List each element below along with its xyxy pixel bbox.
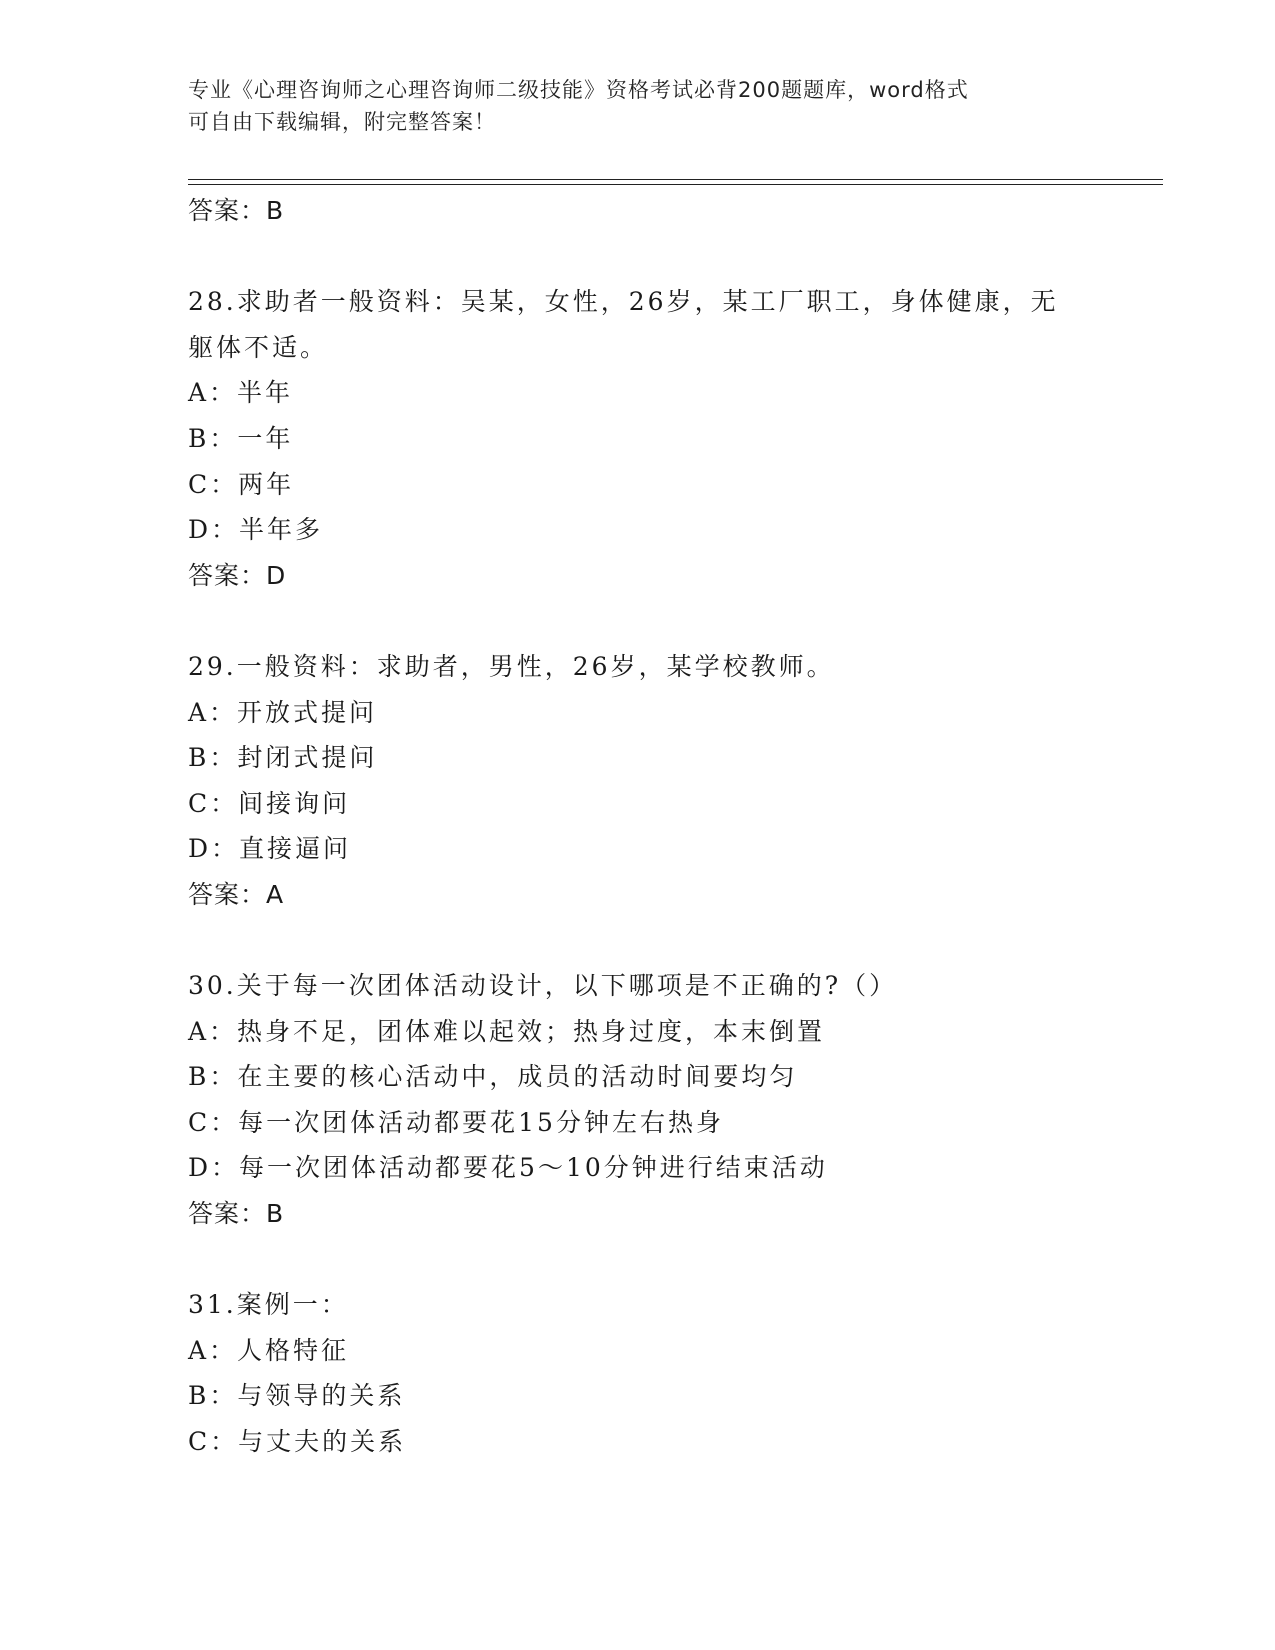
spacer: [188, 598, 1148, 644]
option-b: B：在主要的核心活动中，成员的活动时间要均匀: [188, 1062, 798, 1092]
option-a: A：半年: [188, 378, 294, 408]
option-c: C：间接询问: [188, 788, 351, 818]
option-b: B：封闭式提问: [188, 743, 378, 773]
question-stem: 躯体不适。: [188, 332, 329, 362]
answer-line: 答案：D: [188, 560, 287, 590]
option-a: A：开放式提问: [188, 697, 378, 727]
option-d: D：半年多: [188, 515, 324, 545]
page-header: [188, 74, 1088, 138]
question-stem: 28.求助者一般资料：吴某，女性，26岁，某工厂职工，身体健康，无: [188, 287, 1059, 317]
header-title-line-1: 专业《心理咨询师之心理咨询师二级技能》资格考试必背200题题库，word格式: [188, 78, 969, 102]
option-a: A：人格特征: [188, 1335, 350, 1365]
header-divider-bottom: [188, 184, 1163, 185]
option-c: C：两年: [188, 469, 295, 499]
question-stem: 31.案例一：: [188, 1290, 349, 1320]
option-b: B：与领导的关系: [188, 1381, 406, 1411]
spacer: [188, 1237, 1148, 1283]
option-d: D：直接逼问: [188, 834, 352, 864]
option-c: C：与丈夫的关系: [188, 1427, 407, 1457]
question-list: [188, 188, 1148, 1465]
option-c: C：每一次团体活动都要花15分钟左右热身: [188, 1107, 724, 1137]
answer-line: 答案：A: [188, 879, 285, 909]
header-divider-top: [188, 179, 1163, 180]
spacer: [188, 918, 1148, 964]
spacer: [188, 234, 1148, 280]
option-d: D：每一次团体活动都要花5～10分钟进行结束活动: [188, 1153, 828, 1183]
option-a: A：热身不足，团体难以起效；热身过度，本末倒置: [188, 1016, 826, 1046]
header-title-line-2: 可自由下载编辑，附完整答案！: [188, 110, 496, 134]
option-b: B：一年: [188, 423, 294, 453]
question-stem: 30.关于每一次团体活动设计，以下哪项是不正确的?（）: [188, 971, 898, 1001]
answer-line: 答案：B: [188, 196, 285, 225]
answer-line: 答案：B: [188, 1199, 285, 1229]
question-stem: 29.一般资料：求助者，男性，26岁，某学校教师。: [188, 651, 835, 681]
